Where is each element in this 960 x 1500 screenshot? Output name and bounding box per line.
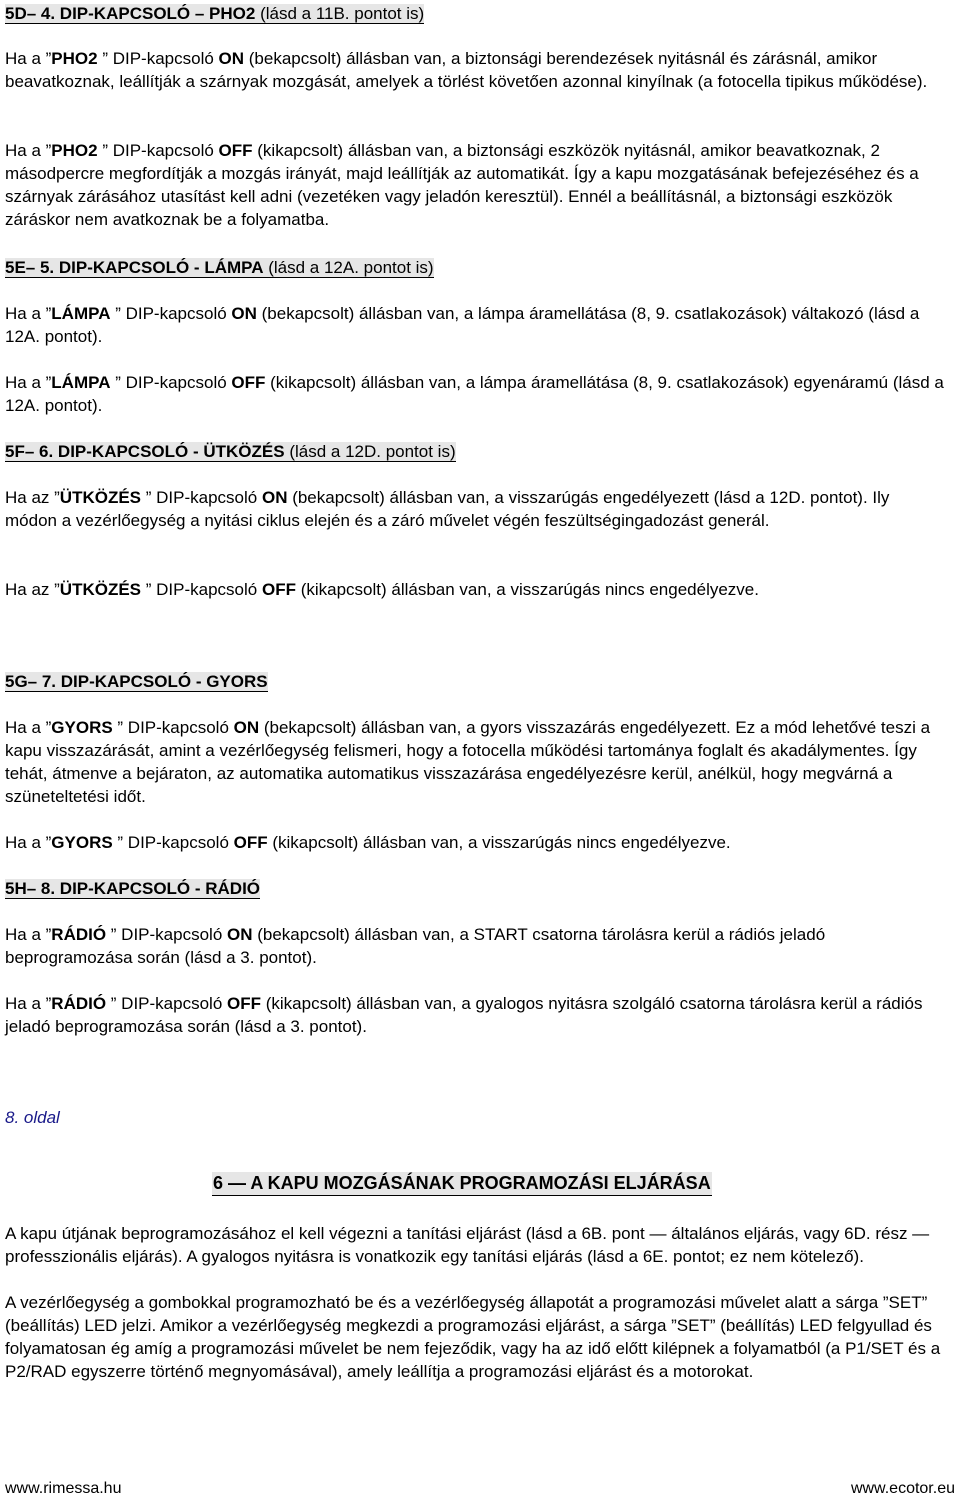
- section-5e-paragraph-off: [5, 371, 945, 417]
- text: Ha a ”: [5, 925, 52, 944]
- state-on: ON: [218, 49, 245, 68]
- section-5h-paragraph-on: [5, 923, 945, 969]
- switch-name: LÁMPA: [51, 373, 111, 392]
- text: Ha az ”: [5, 488, 60, 507]
- text: ” DIP-kapcsoló: [112, 833, 234, 852]
- switch-name: PHO2: [51, 141, 98, 160]
- text: (bekapcsolt) állásban van, a visszarúgás engedélyezett (lásd a 12D. pontot). Ily módon a vezérlőegység a nyitási ciklus elején és a záró művelet végén feszültségingadozást generál.: [5, 488, 890, 530]
- state-off: OFF: [227, 994, 262, 1013]
- state-off: OFF: [261, 580, 296, 599]
- section-5d-paragraph-off: [5, 139, 945, 231]
- heading-ref: (lásd a 12A. pontot is): [263, 258, 434, 277]
- text: Ha a ”: [5, 833, 52, 852]
- text: ” DIP-kapcsoló: [112, 718, 234, 737]
- text: (bekapcsolt) állásban van, a START csatorna tárolásra kerül a rádiós jeladó beprogramozása során (lásd a 3. pontot).: [5, 925, 826, 967]
- state-off: OFF: [218, 141, 253, 160]
- switch-name: GYORS: [51, 718, 113, 737]
- section-5g-heading: [5, 670, 945, 693]
- text: ” DIP-kapcsoló: [110, 373, 232, 392]
- text: Ha a ”: [5, 373, 52, 392]
- text: ” DIP-kapcsoló: [141, 488, 262, 507]
- text: (bekapcsolt) állásban van, a lámpa áramellátása (8, 9. csatlakozások) váltakozó (lásd a 12A. pontot).: [5, 304, 920, 346]
- section-5e-paragraph-on: [5, 302, 945, 348]
- footer-right-url[interactable]: www.ecotor.eu: [850, 1480, 955, 1497]
- section-6-paragraph-2: [5, 1291, 945, 1383]
- switch-name: LÁMPA: [51, 304, 111, 323]
- heading-ref: (lásd a 12D. pontot is): [284, 442, 456, 461]
- section-6-paragraph-1: [5, 1222, 945, 1268]
- text: (kikapcsolt) állásban van, a gyalogos nyitásra szolgáló csatorna tárolásra kerül a rádiós jeladó beprogramozása során (lásd a 3. pontot).: [5, 994, 923, 1036]
- text: Ha a ”: [5, 718, 52, 737]
- text: ” DIP-kapcsoló: [141, 580, 262, 599]
- switch-name: ÜTKÖZÉS: [59, 488, 142, 507]
- state-on: ON: [231, 304, 257, 323]
- text: (bekapcsolt) állásban van, a gyors visszazárás engedélyezett. Ez a mód lehetővé teszi a kapu visszazárását, amint a vezérlőegység felismeri, hogy a fotocella működési tartománya foglalt és akadálymentes. Így tehát, átmenve a bejáraton, az automatika automatikus visszazárása engedélyezésre kerül, anélkül, hogy megvárná a szüneteltetési időt.: [5, 718, 931, 806]
- state-off: OFF: [231, 373, 266, 392]
- text: Ha a ”: [5, 141, 52, 160]
- text: Ha a ”: [5, 994, 52, 1013]
- state-on: ON: [261, 488, 288, 507]
- text: ” DIP-kapcsoló: [97, 49, 219, 68]
- section-5d-heading: [5, 2, 945, 25]
- text: ” DIP-kapcsoló: [110, 304, 232, 323]
- text: (kikapcsolt) állásban van, a lámpa áramellátása (8, 9. csatlakozások) egyenáramú (lásd a 12A. pontot).: [5, 373, 944, 415]
- state-on: ON: [227, 925, 253, 944]
- text: ” DIP-kapcsoló: [106, 994, 228, 1013]
- text: (kikapcsolt) állásban van, a biztonsági eszközök nyitásnál, amikor beavatkoznak, 2 másodpercre megfordítják a mozgás irányát, majd leállítják az automatikát. Így a kapu mozgatásának befejezéséhez és a szárnyak zárásához utasítást kell adni (vezetéken vagy jeladón keresztül). Ennél a beállításnál, a biztonsági eszközök záráskor nem avatkoznak be a folyamatba.: [5, 141, 919, 229]
- page-number: 8. oldal: [5, 1108, 60, 1127]
- heading-main: 5E– 5. DIP-KAPCSOLÓ - LÁMPA: [5, 258, 264, 277]
- section-5h-paragraph-off: [5, 992, 945, 1038]
- switch-name: RÁDIÓ: [51, 925, 107, 944]
- switch-name: RÁDIÓ: [51, 994, 107, 1013]
- text: ” DIP-kapcsoló: [106, 925, 228, 944]
- paragraph-text: A kapu útjának beprogramozásához el kell végezni a tanítási eljárást (lásd a 6B. pont — általános eljárás, vagy 6D. rész — professzionális eljárás). A gyalogos nyitásra is vonatkozik egy tanítási eljárás (lásd a 6E. pontot; ez nem kötelező).: [5, 1224, 930, 1266]
- section-5g-paragraph-on: [5, 716, 945, 808]
- section-5g-paragraph-off: [5, 831, 945, 854]
- paragraph-text: A vezérlőegység a gombokkal programozható be és a vezérlőegység állapotát a programozási művelet alatt a sárga ”SET” (beállítás) LED jelzi. Amikor a vezérlőegység megkezdi a programozási eljárást, a sárga ”SET” (beállítás) LED felgyullad és folyamatosan ég amíg a programozási művelet be nem fejeződik, vagy ha az idő előtt kilépnek a folyamatból (a P1/SET és a P2/RAD egyszerre történő megnyomásával), amely leállítja a programozási eljárást és a motorokat.: [5, 1293, 941, 1381]
- text: Ha az ”: [5, 580, 60, 599]
- switch-name: PHO2: [51, 49, 98, 68]
- footer-left-url[interactable]: www.rimessa.hu: [5, 1480, 122, 1497]
- text: ” DIP-kapcsoló: [97, 141, 219, 160]
- state-on: ON: [233, 718, 260, 737]
- text: (bekapcsolt) állásban van, a biztonsági berendezések nyitásnál és zárásnál, amikor beavatkoznak, leállítják a szárnyak mozgását, amelyek a törlést követően azonnal kinyílnak (a fotocella tipikus működése).: [5, 49, 928, 91]
- state-off: OFF: [233, 833, 268, 852]
- heading-main: 5D– 4. DIP-KAPCSOLÓ – PHO2: [5, 4, 256, 23]
- text: Ha a ”: [5, 49, 52, 68]
- section-5f-paragraph-on: [5, 486, 945, 532]
- switch-name: ÜTKÖZÉS: [59, 580, 142, 599]
- heading-main: 5H– 8. DIP-KAPCSOLÓ - RÁDIÓ: [5, 879, 261, 898]
- section-6-heading: 6 — A KAPU MOZGÁSÁNAK PROGRAMOZÁSI ELJÁRÁSA: [212, 1172, 712, 1196]
- heading-ref: (lásd a 11B. pontot is): [255, 4, 425, 23]
- section-5h-heading: [5, 877, 945, 900]
- section-5e-heading: [5, 256, 945, 279]
- section-5f-heading: [5, 440, 945, 463]
- text: (kikapcsolt) állásban van, a visszarúgás nincs engedélyezve.: [295, 580, 759, 599]
- section-5d-paragraph-on: [5, 47, 945, 93]
- heading-main: 5G– 7. DIP-KAPCSOLÓ - GYORS: [5, 672, 268, 691]
- heading-main: 5F– 6. DIP-KAPCSOLÓ - ÜTKÖZÉS: [5, 442, 285, 461]
- text: Ha a ”: [5, 304, 52, 323]
- text: (kikapcsolt) állásban van, a visszarúgás nincs engedélyezve.: [267, 833, 731, 852]
- section-5f-paragraph-off: [5, 578, 945, 601]
- switch-name: GYORS: [51, 833, 113, 852]
